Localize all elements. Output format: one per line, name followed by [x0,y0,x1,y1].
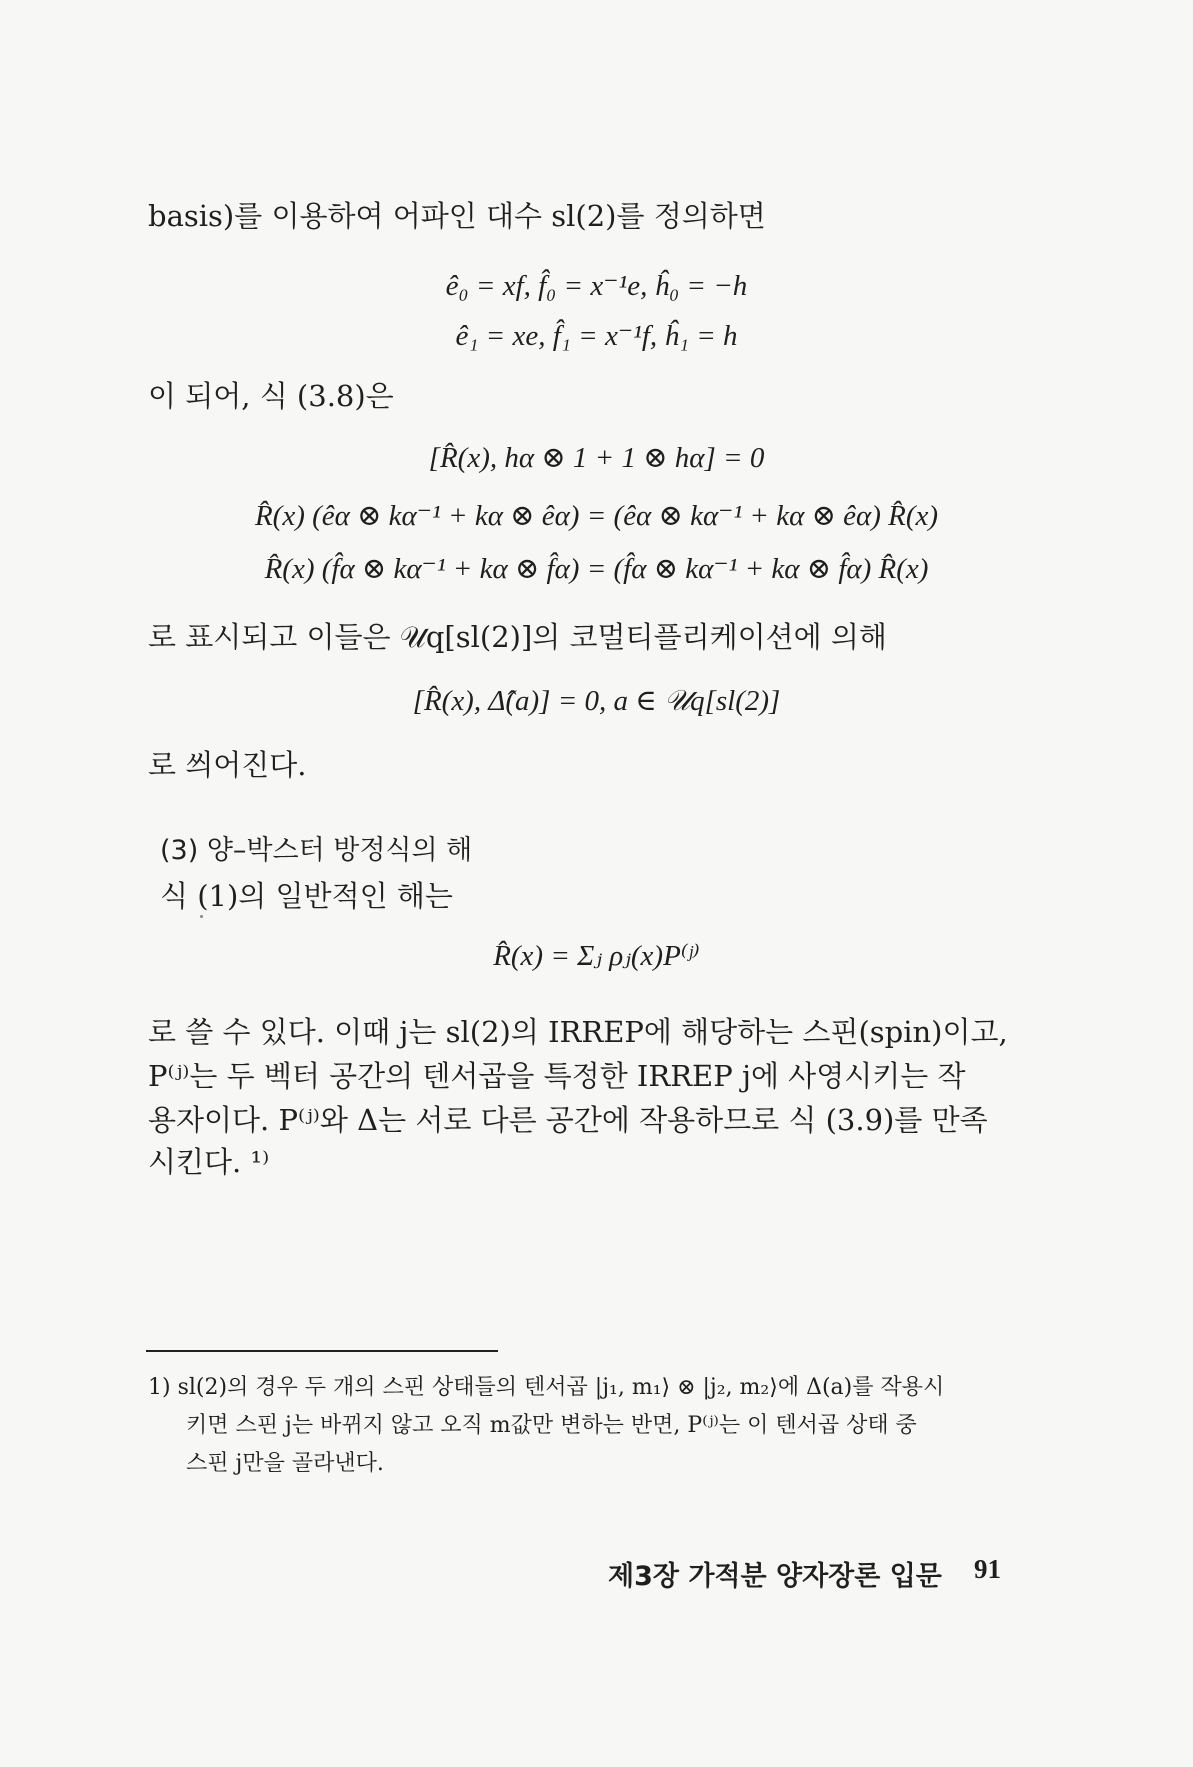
page-number: 91 [974,1554,1001,1584]
text-line: basis)를 이용하여 어파인 대수 sl(2)를 정의하면 [148,199,766,233]
equation-solution: R̂(x) = Σⱼ ρⱼ(x)P⁽ʲ⁾ [493,940,700,972]
section-heading: (3) 양–박스터 방정식의 해 [160,835,473,866]
text-line: 로 표시되고 이들은 𝒰q[sl(2)]의 코멀티플리케이션에 의해 [148,620,887,654]
footnote-line: 키면 스핀 j는 바뀌지 않고 오직 m값만 변하는 반면, P⁽ʲ⁾는 이 텐서곱 상태 중 [186,1413,917,1438]
equation-basis-1: ê₀ = xf, f̂₀ = x⁻¹e, ĥ₀ = −h [445,270,748,302]
equation-basis-2: ê₁ = xe, f̂₁ = x⁻¹f, ĥ₁ = h [455,320,738,352]
paragraph-line: 시킨다. ¹⁾ [148,1145,270,1179]
paragraph-line: P⁽ʲ⁾는 두 벡터 공간의 텐서곱을 특정한 IRREP j에 사영시키는 작 [148,1059,966,1093]
paragraph-line: 용자이다. P⁽ʲ⁾와 Δ는 서로 다른 공간에 작용하므로 식 (3.9)를 만족 [148,1103,988,1137]
running-footer-chapter: 제3장 가적분 양자장론 입문 [608,1561,942,1592]
paragraph-line: 로 쓸 수 있다. 이때 j는 sl(2)의 IRREP에 해당하는 스핀(spin)이고, [148,1015,1008,1049]
footnote-line: 스핀 j만을 골라낸다. [186,1451,384,1476]
equation-comultiplication: [R̂(x), Δ̂(a)] = 0, a ∈ 𝒰q[sl(2)] [412,685,781,717]
footnote-divider [146,1350,498,1352]
footnote-line: 1) sl(2)의 경우 두 개의 스핀 상태들의 텐서곱 |j₁, m₁⟩ ⊗ |j₂, m₂⟩에 Δ(a)를 작용시 [148,1375,945,1400]
text-line: 식 (1)의 일반적인 해는 [160,879,453,913]
equation-commutator: [R̂(x), hα ⊗ 1 + 1 ⊗ hα] = 0 [428,442,765,474]
text-line: 로 씌어진다. [148,748,307,782]
equation-e-relation: R̂(x) (êα ⊗ kα⁻¹ + kα ⊗ êα) = (êα ⊗ kα⁻¹ + kα ⊗ êα) R̂(x) [254,500,939,532]
equation-f-relation: R̂(x) (f̂α ⊗ kα⁻¹ + kα ⊗ f̂α) = (f̂α ⊗ kα⁻¹ + kα ⊗ f̂α) R̂(x) [264,553,929,585]
text-line: 이 되어, 식 (3.8)은 [148,379,394,413]
